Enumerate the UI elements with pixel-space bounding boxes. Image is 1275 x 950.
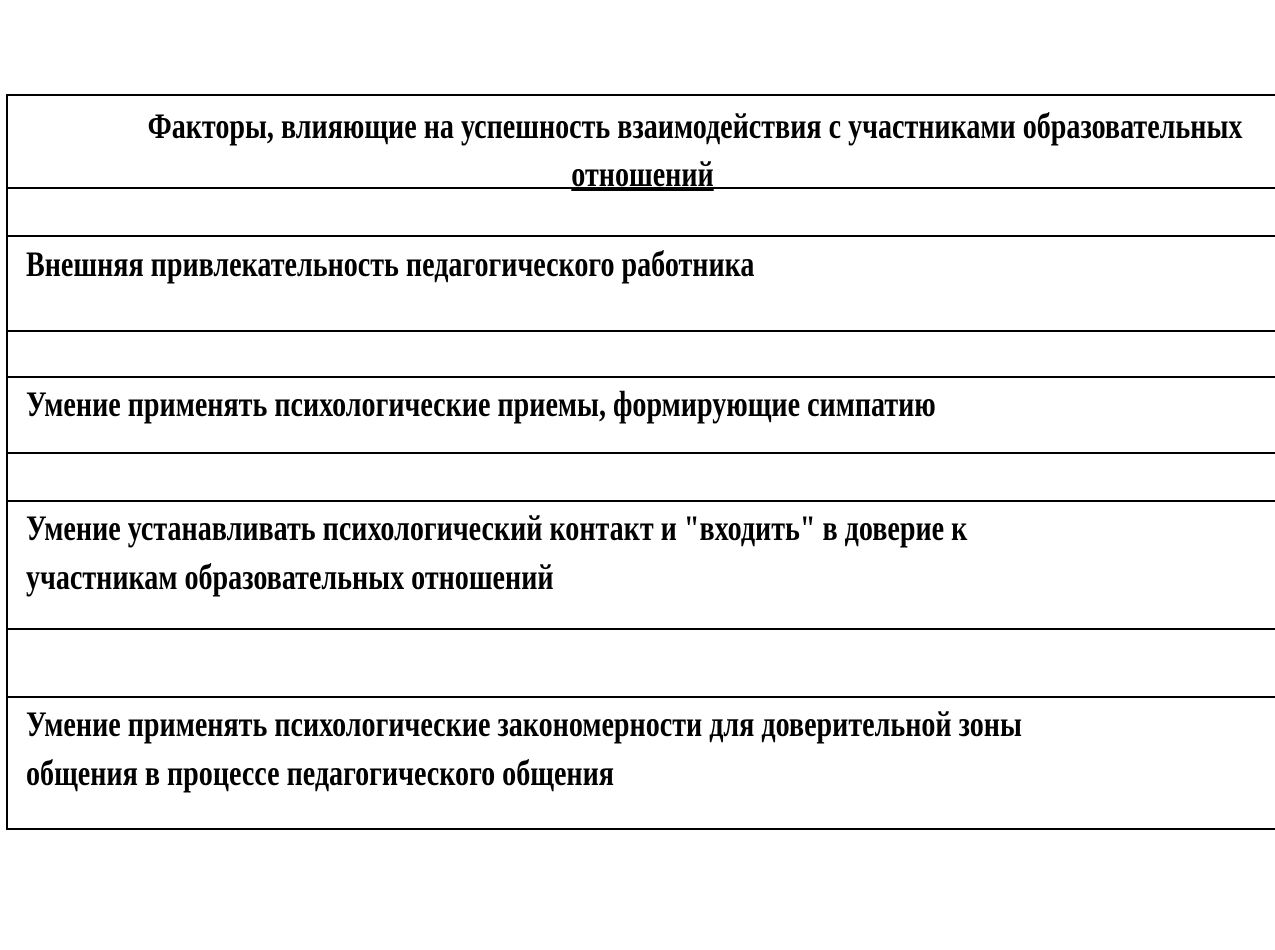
factors-table (6, 94, 1275, 830)
row-divider (8, 452, 1275, 454)
table-top-border (8, 94, 1275, 96)
row-divider (8, 376, 1275, 378)
factor-row-text: Внешняя привлекательность педагогического работника (26, 244, 755, 284)
factor-row-text: Умение применять психологические закономерности для доверительной зоны общения в процессе педагогического общения (26, 704, 1022, 793)
row-divider (8, 696, 1275, 698)
table-header (8, 102, 1275, 198)
row-divider (8, 235, 1275, 237)
table-bottom-border (8, 828, 1275, 830)
row-divider (8, 330, 1275, 332)
table-header-line: отношений (571, 154, 714, 194)
factor-row-text: Умение применять психологические приемы, формирующие симпатию (26, 384, 936, 424)
row-divider (8, 500, 1275, 502)
factor-row-text: Умение устанавливать психологический контакт и "входить" в доверие к участникам образовательных отношений (26, 508, 968, 597)
table-header-line: Факторы, влияющие на успешность взаимодействия с участниками образовательных (147, 106, 1243, 146)
row-divider (8, 628, 1275, 630)
